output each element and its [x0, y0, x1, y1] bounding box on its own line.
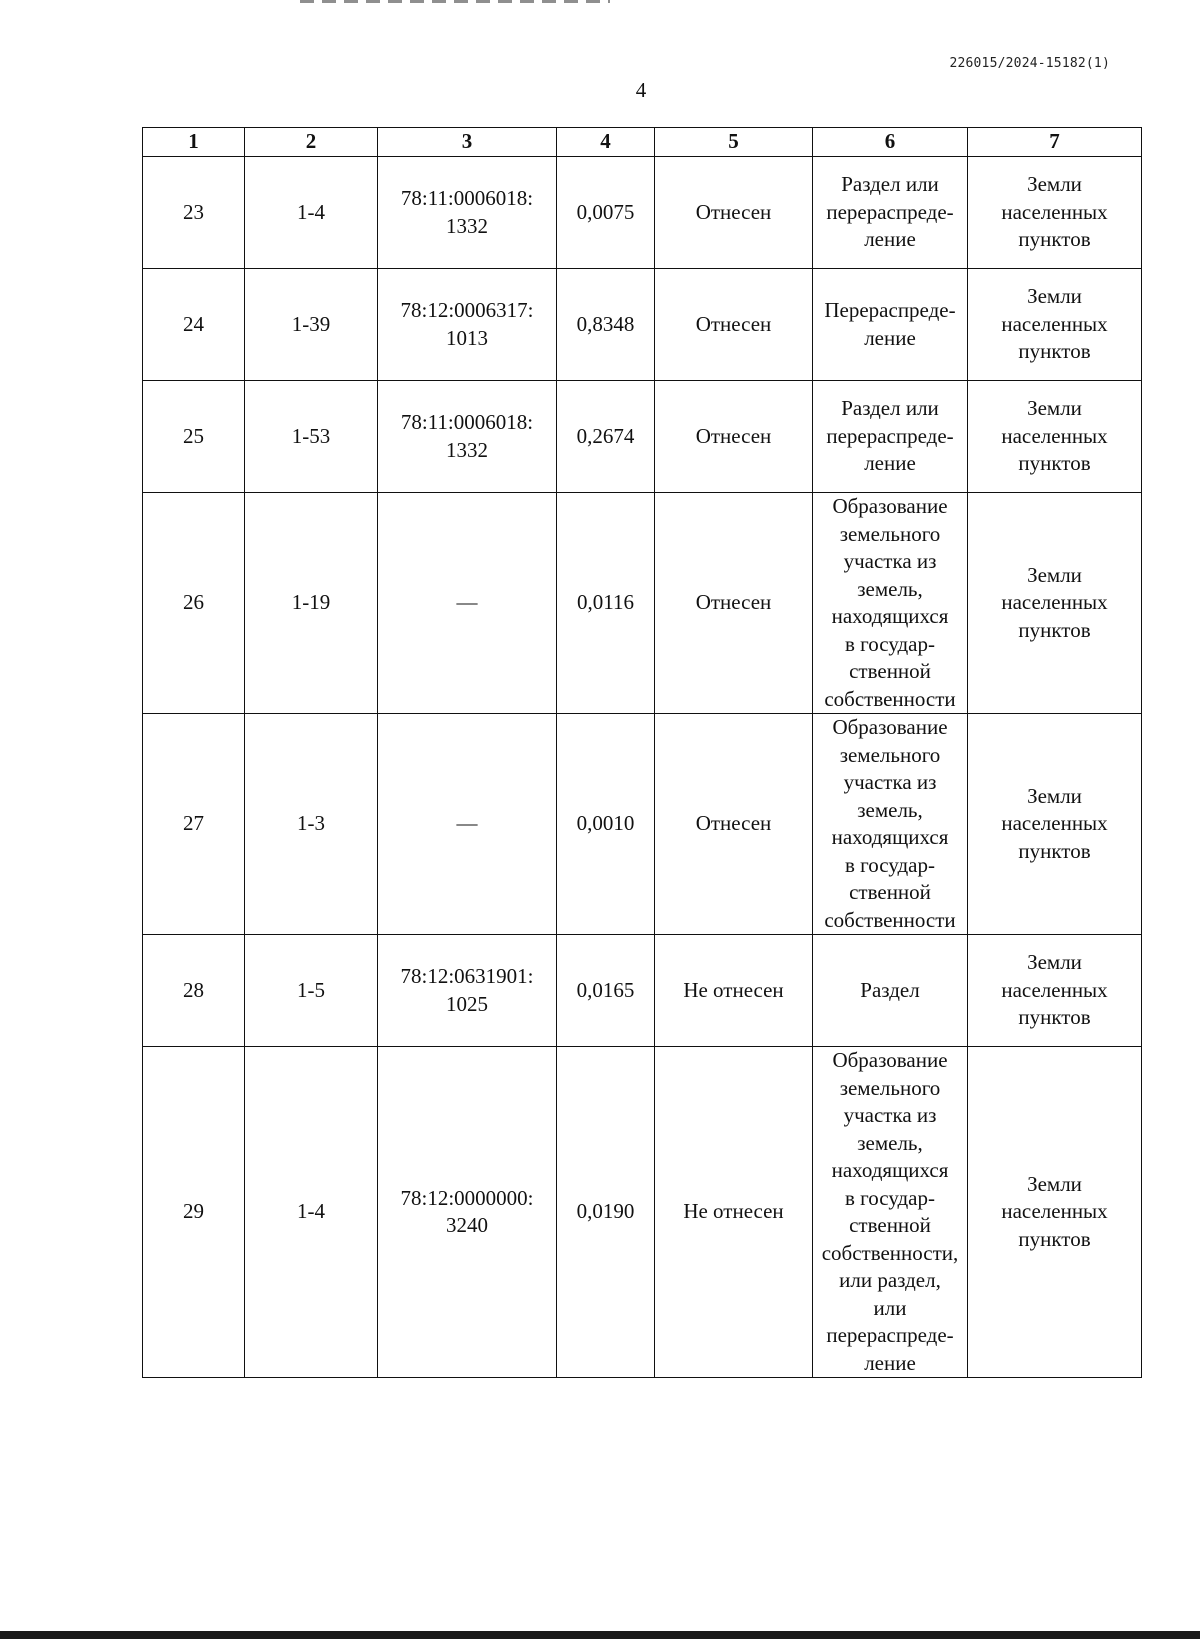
column-header-7: 7 [968, 128, 1142, 157]
column-header-2: 2 [245, 128, 378, 157]
column-header-6: 6 [813, 128, 968, 157]
cell-land-category: Земли населенных пунктов [968, 714, 1142, 935]
column-header-4: 4 [557, 128, 655, 157]
cell-area: 0,0075 [557, 157, 655, 269]
cell-status: Отнесен [655, 714, 813, 935]
cell-land-category: Земли населенных пунктов [968, 493, 1142, 714]
cell-status: Отнесен [655, 157, 813, 269]
cell-formation-method: Образование земельного участка из земель, находящихся в государ- ственной собственности, или раздел, или перераспреде- ление [813, 1047, 968, 1378]
cell-row-number: 29 [143, 1047, 245, 1378]
column-header-1: 1 [143, 128, 245, 157]
scan-artifact-top [300, 0, 610, 3]
table-header-row [143, 128, 1142, 157]
table-row [143, 714, 1142, 935]
document-id: 226015/2024-15182(1) [949, 56, 1110, 71]
cell-status: Не отнесен [655, 1047, 813, 1378]
cell-status: Отнесен [655, 269, 813, 381]
cell-area: 0,2674 [557, 381, 655, 493]
table-row [143, 381, 1142, 493]
cell-cadastral-number: — [378, 493, 557, 714]
cell-point-range: 1-4 [245, 157, 378, 269]
cell-land-category: Земли населенных пунктов [968, 157, 1142, 269]
cell-area: 0,0116 [557, 493, 655, 714]
cell-cadastral-number: 78:11:0006018: 1332 [378, 157, 557, 269]
cell-point-range: 1-39 [245, 269, 378, 381]
table-row [143, 935, 1142, 1047]
scan-edge-bar [0, 1631, 1200, 1639]
cell-cadastral-number: — [378, 714, 557, 935]
cell-cadastral-number: 78:11:0006018: 1332 [378, 381, 557, 493]
cell-status: Не отнесен [655, 935, 813, 1047]
cell-formation-method: Раздел или перераспреде- ление [813, 381, 968, 493]
cell-formation-method: Перераспреде- ление [813, 269, 968, 381]
cell-area: 0,0190 [557, 1047, 655, 1378]
column-header-5: 5 [655, 128, 813, 157]
cell-point-range: 1-3 [245, 714, 378, 935]
cell-row-number: 24 [143, 269, 245, 381]
cell-formation-method: Образование земельного участка из земель, находящихся в государ- ственной собственности [813, 493, 968, 714]
cell-land-category: Земли населенных пунктов [968, 269, 1142, 381]
cell-point-range: 1-19 [245, 493, 378, 714]
cell-area: 0,0010 [557, 714, 655, 935]
cell-cadastral-number: 78:12:0006317: 1013 [378, 269, 557, 381]
column-header-3: 3 [378, 128, 557, 157]
cell-point-range: 1-4 [245, 1047, 378, 1378]
cell-row-number: 27 [143, 714, 245, 935]
cell-formation-method: Раздел [813, 935, 968, 1047]
cell-point-range: 1-5 [245, 935, 378, 1047]
table-row [143, 493, 1142, 714]
cell-land-category: Земли населенных пунктов [968, 381, 1142, 493]
cell-row-number: 26 [143, 493, 245, 714]
land-plots-table [142, 127, 1142, 1378]
cell-area: 0,0165 [557, 935, 655, 1047]
table-row [143, 1047, 1142, 1378]
page-number: 4 [635, 78, 647, 102]
cell-land-category: Земли населенных пунктов [968, 1047, 1142, 1378]
cell-status: Отнесен [655, 493, 813, 714]
cell-row-number: 25 [143, 381, 245, 493]
cell-formation-method: Раздел или перераспреде- ление [813, 157, 968, 269]
cell-cadastral-number: 78:12:0000000: 3240 [378, 1047, 557, 1378]
table-row [143, 269, 1142, 381]
cell-row-number: 23 [143, 157, 245, 269]
cell-formation-method: Образование земельного участка из земель, находящихся в государ- ственной собственности [813, 714, 968, 935]
cell-land-category: Земли населенных пунктов [968, 935, 1142, 1047]
cell-cadastral-number: 78:12:0631901: 1025 [378, 935, 557, 1047]
cell-point-range: 1-53 [245, 381, 378, 493]
table-row [143, 157, 1142, 269]
cell-area: 0,8348 [557, 269, 655, 381]
cell-row-number: 28 [143, 935, 245, 1047]
cell-status: Отнесен [655, 381, 813, 493]
